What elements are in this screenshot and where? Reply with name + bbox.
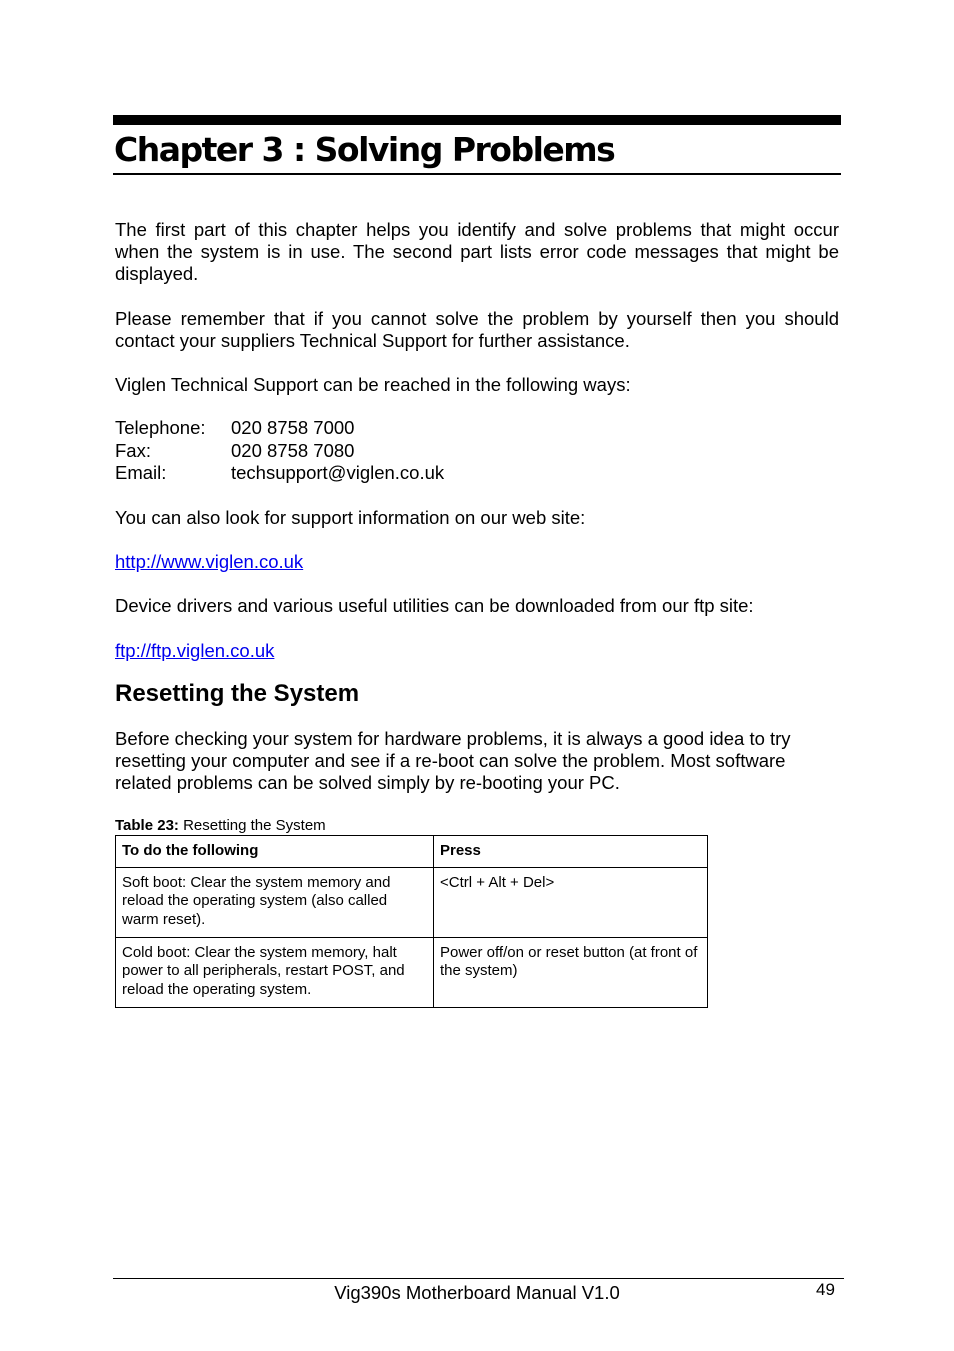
contact-label: Fax: (115, 439, 151, 461)
contact-value: 020 8758 7000 (231, 417, 355, 438)
table-caption-label: Table 23: (115, 817, 179, 834)
contact-label: Telephone: (115, 417, 206, 438)
page-number: 49 (816, 1280, 835, 1299)
ftp-site-intro: Device drivers and various useful utilities can be downloaded from our ftp site: (115, 595, 754, 616)
section-paragraph: Before checking your system for hardware problems, it is always a good idea to try resetting your computer and see if a re-boot can solve the problem. Most software related problems can be solved simply by re-booting your PC. (115, 728, 791, 793)
chapter-top-bar (113, 115, 841, 125)
footer-title: Vig390s Motherboard Manual V1.0 (334, 1282, 620, 1303)
table-row (116, 867, 708, 937)
footer-rule (113, 1278, 844, 1279)
table-cell: <Ctrl + Alt + Del> (434, 867, 708, 937)
contact-list (115, 417, 839, 485)
contact-value: techsupport@viglen.co.uk (231, 462, 445, 483)
intro-paragraph-3: Viglen Technical Support can be reached in the following ways: (115, 374, 631, 395)
table-cell: Soft boot: Clear the system memory and reload the operating system (also called warm reset). (116, 867, 434, 937)
section-heading: Resetting the System (115, 680, 360, 707)
table-header-row (116, 836, 708, 868)
table-cell: Power off/on or reset button (at front of the system) (434, 937, 708, 1007)
web-site-paragraph (115, 551, 839, 573)
contact-label: Email: (115, 462, 167, 483)
intro-paragraph-1: The first part of this chapter helps you identify and solve problems that might occur when the system is in use. The second part lists error code messages that might be displayed. (115, 219, 839, 284)
contact-fax (115, 440, 839, 463)
table-cell: Cold boot: Clear the system memory, halt power to all peripherals, restart POST, and reload the operating system. (116, 937, 434, 1007)
contact-telephone (115, 417, 839, 440)
chapter-title-rule (113, 173, 841, 175)
web-site-link[interactable]: http://www.viglen.co.uk (115, 551, 304, 572)
intro-paragraph-2: Please remember that if you cannot solve the problem by yourself then you should contact your suppliers Technical Support for further assistance. (115, 308, 839, 351)
web-site-intro: You can also look for support information on our web site: (115, 507, 586, 528)
table-caption-text: Resetting the System (178, 817, 326, 834)
table-caption (115, 816, 326, 835)
reset-table (115, 835, 708, 1008)
table-row (116, 937, 708, 1007)
table-header-cell: To do the following (116, 836, 434, 868)
contact-email (115, 462, 839, 485)
ftp-site-paragraph (115, 640, 839, 662)
table-header-cell: Press (434, 836, 708, 868)
chapter-title: Chapter 3 : Solving Problems (114, 130, 615, 169)
ftp-site-link[interactable]: ftp://ftp.viglen.co.uk (115, 640, 275, 661)
contact-value: 020 8758 7080 (231, 439, 355, 461)
